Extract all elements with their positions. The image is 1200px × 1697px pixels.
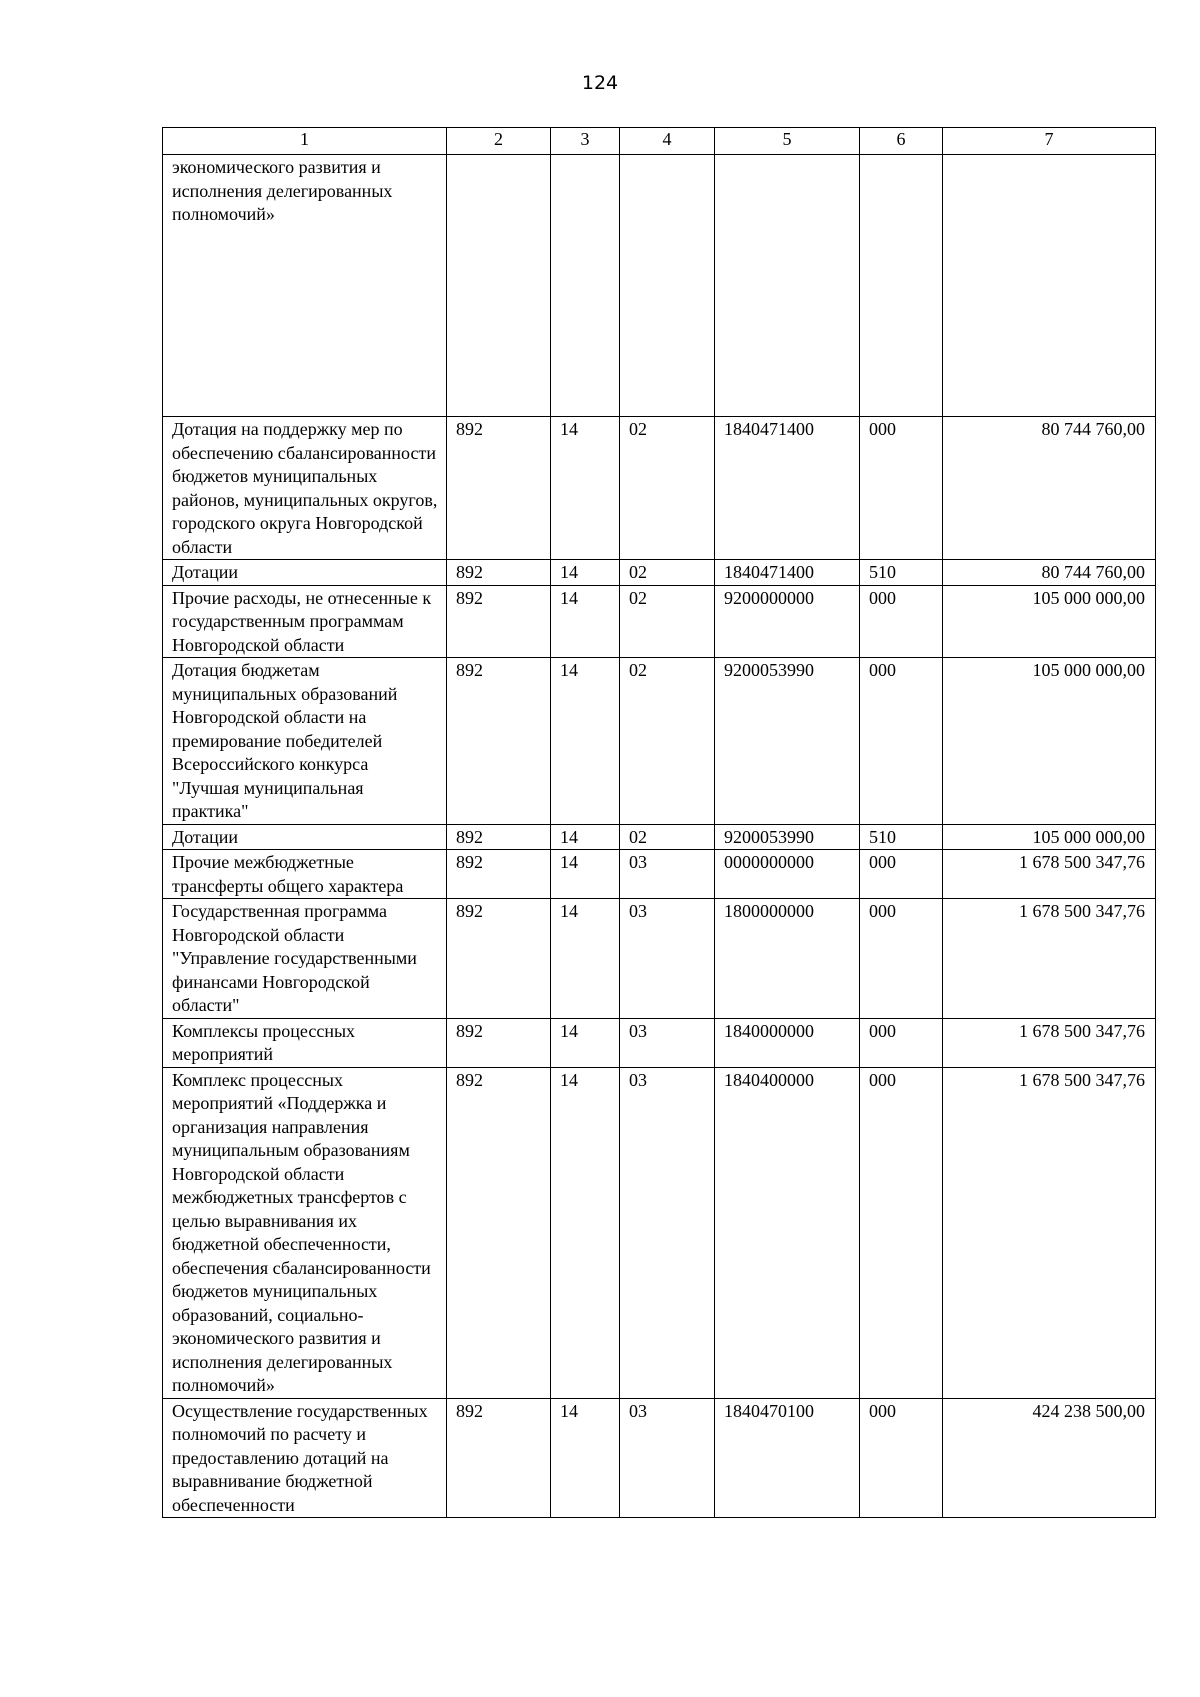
row-col-6: 000 — [860, 1398, 943, 1518]
row-col-4: 03 — [620, 899, 715, 1019]
row-col-2: 892 — [447, 417, 551, 560]
header-col-6: 6 — [860, 128, 943, 155]
row-col-6 — [860, 155, 943, 417]
row-amount: 1 678 500 347,76 — [943, 1018, 1156, 1067]
row-col-4: 02 — [620, 658, 715, 825]
row-amount: 424 238 500,00 — [943, 1398, 1156, 1518]
header-col-2: 2 — [447, 128, 551, 155]
row-col-5: 1800000000 — [715, 899, 860, 1019]
row-col-2: 892 — [447, 899, 551, 1019]
row-col-5: 0000000000 — [715, 850, 860, 899]
table-row — [163, 850, 1156, 899]
row-col-2: 892 — [447, 824, 551, 850]
row-name: Дотация бюджетам муниципальных образований Новгородской области на премирование победителей Всероссийского конкурса "Лучшая муниципальная практика" — [163, 658, 447, 825]
row-name: Комплексы процессных мероприятий — [163, 1018, 447, 1067]
row-col-3: 14 — [551, 899, 620, 1019]
row-col-4: 02 — [620, 417, 715, 560]
row-col-2: 892 — [447, 560, 551, 586]
row-name: Дотации — [163, 560, 447, 586]
row-col-3: 14 — [551, 850, 620, 899]
row-col-3: 14 — [551, 560, 620, 586]
row-col-4: 02 — [620, 585, 715, 658]
row-col-2: 892 — [447, 1067, 551, 1398]
row-col-3: 14 — [551, 658, 620, 825]
row-name: Дотации — [163, 824, 447, 850]
row-name: Комплекс процессных мероприятий «Поддержка и организация направления муниципальным образованиям Новгородской области межбюджетных трансфертов с целью выравнивания их бюджетной обеспеченности, обеспечения сбалансированности бюджетов муниципальных образований, социально-экономического развития и исполнения делегированных полномочий» — [163, 1067, 447, 1398]
row-name: Прочие межбюджетные трансферты общего характера — [163, 850, 447, 899]
row-col-6: 000 — [860, 1067, 943, 1398]
row-amount: 1 678 500 347,76 — [943, 1067, 1156, 1398]
table-row — [163, 899, 1156, 1019]
row-name: экономического развития и исполнения делегированных полномочий» — [163, 155, 447, 417]
row-col-4: 02 — [620, 560, 715, 586]
row-col-6: 000 — [860, 1018, 943, 1067]
row-col-3: 14 — [551, 824, 620, 850]
row-col-6: 000 — [860, 850, 943, 899]
row-col-6: 510 — [860, 560, 943, 586]
row-col-4: 03 — [620, 1398, 715, 1518]
header-row — [163, 128, 1156, 155]
table-row — [163, 1398, 1156, 1518]
table-row — [163, 824, 1156, 850]
row-col-6: 000 — [860, 585, 943, 658]
table-row — [163, 1067, 1156, 1398]
page-number: 124 — [581, 72, 619, 94]
table-row — [163, 585, 1156, 658]
row-col-4: 02 — [620, 824, 715, 850]
row-col-4 — [620, 155, 715, 417]
row-col-5: 1840470100 — [715, 1398, 860, 1518]
header-col-3: 3 — [551, 128, 620, 155]
row-col-5: 1840400000 — [715, 1067, 860, 1398]
row-col-3: 14 — [551, 417, 620, 560]
row-amount: 105 000 000,00 — [943, 824, 1156, 850]
row-col-5: 9200053990 — [715, 658, 860, 825]
row-name: Осуществление государственных полномочий по расчету и предоставлению дотаций на выравнивание бюджетной обеспеченности — [163, 1398, 447, 1518]
table-row — [163, 560, 1156, 586]
header-col-4: 4 — [620, 128, 715, 155]
row-amount: 80 744 760,00 — [943, 417, 1156, 560]
row-col-5: 1840471400 — [715, 560, 860, 586]
row-amount: 105 000 000,00 — [943, 658, 1156, 825]
header-col-1: 1 — [163, 128, 447, 155]
row-amount: 80 744 760,00 — [943, 560, 1156, 586]
row-name: Государственная программа Новгородской области "Управление государственными финансами Новгородской области" — [163, 899, 447, 1019]
row-col-4: 03 — [620, 1018, 715, 1067]
row-col-2: 892 — [447, 1018, 551, 1067]
row-col-6: 000 — [860, 417, 943, 560]
row-col-2 — [447, 155, 551, 417]
row-col-2: 892 — [447, 658, 551, 825]
row-amount: 105 000 000,00 — [943, 585, 1156, 658]
row-col-5: 9200000000 — [715, 585, 860, 658]
row-col-6: 000 — [860, 658, 943, 825]
row-col-3: 14 — [551, 585, 620, 658]
row-col-5 — [715, 155, 860, 417]
row-col-4: 03 — [620, 850, 715, 899]
row-amount: 1 678 500 347,76 — [943, 850, 1156, 899]
header-col-5: 5 — [715, 128, 860, 155]
row-col-2: 892 — [447, 850, 551, 899]
row-col-3 — [551, 155, 620, 417]
row-name: Дотация на поддержку мер по обеспечению сбалансированности бюджетов муниципальных районов, муниципальных округов, городского округа Новгородской области — [163, 417, 447, 560]
row-col-3: 14 — [551, 1018, 620, 1067]
row-amount — [943, 155, 1156, 417]
budget-table — [162, 127, 1156, 1518]
row-col-2: 892 — [447, 585, 551, 658]
row-col-3: 14 — [551, 1067, 620, 1398]
table-row — [163, 658, 1156, 825]
row-amount: 1 678 500 347,76 — [943, 899, 1156, 1019]
row-col-5: 1840000000 — [715, 1018, 860, 1067]
table-row — [163, 417, 1156, 560]
row-col-6: 000 — [860, 899, 943, 1019]
row-col-2: 892 — [447, 1398, 551, 1518]
table-row — [163, 1018, 1156, 1067]
row-col-3: 14 — [551, 1398, 620, 1518]
row-col-5: 9200053990 — [715, 824, 860, 850]
row-col-5: 1840471400 — [715, 417, 860, 560]
header-col-7: 7 — [943, 128, 1156, 155]
row-col-4: 03 — [620, 1067, 715, 1398]
table-row — [163, 155, 1156, 417]
row-name: Прочие расходы, не отнесенные к государственным программам Новгородской области — [163, 585, 447, 658]
row-col-6: 510 — [860, 824, 943, 850]
